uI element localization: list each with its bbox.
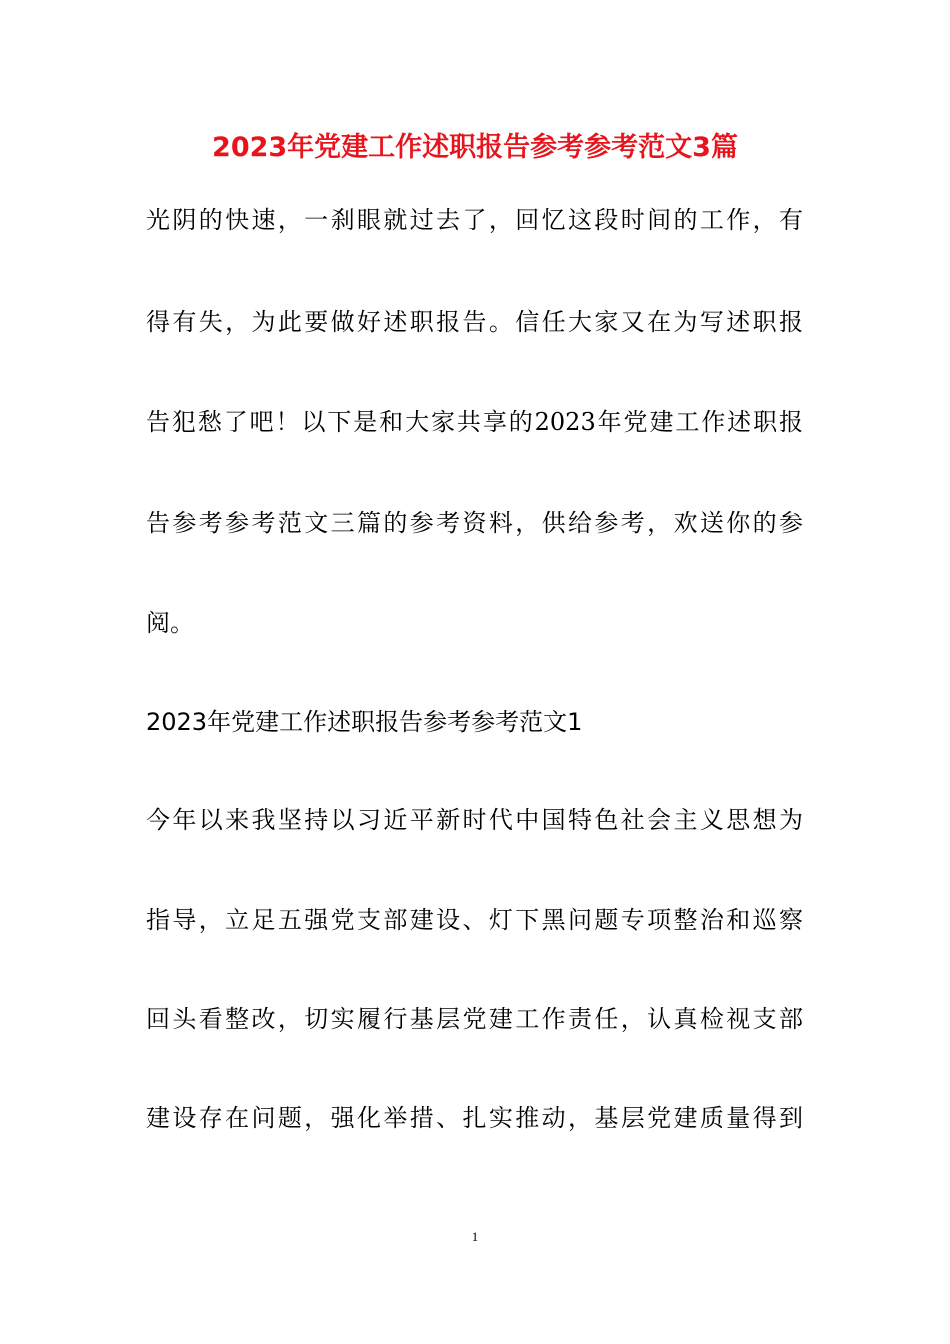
body-line: 今年以来我坚持以习近平新时代中国特色社会主义思想为 xyxy=(146,806,803,834)
intro-line: 得有失，为此要做好述职报告。信任大家又在为写述职报 xyxy=(146,308,803,336)
body-line: 回头看整改，切实履行基层党建工作责任，认真检视支部 xyxy=(146,1005,803,1033)
page-number: 1 xyxy=(471,1229,479,1244)
intro-line: 阅。 xyxy=(146,609,194,637)
body-line: 建设存在问题，强化举措、扎实推动，基层党建质量得到 xyxy=(146,1104,803,1132)
body-line: 指导，立足五强党支部建设、灯下黑问题专项整治和巡察 xyxy=(146,906,803,934)
intro-line: 告犯愁了吧！以下是和大家共享的2023年党建工作述职报 xyxy=(146,408,803,436)
intro-line: 光阴的快速，一刹眼就过去了，回忆这段时间的工作，有 xyxy=(146,206,803,234)
intro-line: 告参考参考范文三篇的参考资料，供给参考，欢送你的参 xyxy=(146,509,803,537)
section-heading: 2023年党建工作述职报告参考参考范文1 xyxy=(146,708,583,736)
document-title: 2023年党建工作述职报告参考参考范文3篇 xyxy=(212,132,738,163)
